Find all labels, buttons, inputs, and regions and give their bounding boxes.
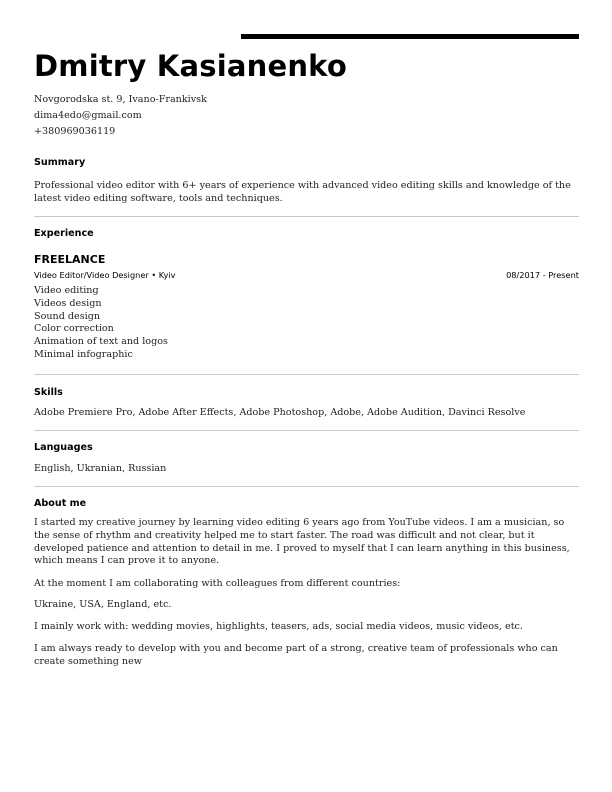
- duty-item: Sound design: [34, 310, 101, 322]
- about-paragraph: Ukraine, USA, England, etc.: [34, 599, 172, 610]
- about-paragraph: I started my creative journey by learning video editing 6 years ago from YouTube videos. I am a musician, so the sense of rhythm and creativity helped me to start faster. The road was difficult and not clear, but it developed patience and attention to detail in me. I proved to myself that I can learn anything in this business, which means I can prove it to anyone.: [34, 517, 570, 567]
- languages-text: English, Ukranian, Russian: [34, 463, 167, 474]
- languages-heading: Languages: [34, 442, 93, 453]
- header-accent-bar: [241, 34, 579, 39]
- summary-text: Professional video editor with 6+ years of experience with advanced video editing skills and knowledge of the latest video editing software, tools and techniques.: [34, 180, 571, 204]
- duty-item: Video editing: [34, 285, 99, 296]
- company-name: FREELANCE: [34, 253, 106, 266]
- about-heading: About me: [34, 498, 87, 509]
- email: dima4edo@gmail.com: [34, 110, 142, 121]
- skills-text: Adobe Premiere Pro, Adobe After Effects, Adobe Photoshop, Adobe, Adobe Audition, Davinci Resolve: [34, 407, 526, 418]
- duty-item: Color correction: [34, 323, 114, 335]
- experience-heading: Experience: [34, 228, 94, 239]
- phone: +380969036119: [34, 126, 116, 137]
- summary-heading: Summary: [34, 157, 86, 168]
- duty-item: Videos design: [34, 297, 102, 309]
- section-divider: [34, 374, 579, 375]
- candidate-name: Dmitry Kasianenko: [34, 49, 347, 83]
- section-divider: [34, 430, 579, 431]
- about-paragraph: At the moment I am collaborating with colleagues from different countries:: [34, 578, 401, 589]
- job-dates: 08/2017 - Present: [506, 270, 579, 280]
- skills-heading: Skills: [34, 387, 63, 398]
- about-paragraph: I mainly work with: wedding movies, highlights, teasers, ads, social media videos, music videos, etc.: [34, 621, 523, 632]
- job-role: Video Editor/Video Designer • Kyiv: [34, 270, 176, 280]
- contact-info: [34, 92, 207, 140]
- section-divider: [34, 486, 579, 487]
- about-paragraph: I am always ready to develop with you and become part of a strong, creative team of professionals who can create something new: [34, 643, 558, 667]
- address: Novgorodska st. 9, Ivano-Frankivsk: [34, 94, 207, 105]
- job-duties: [34, 285, 168, 362]
- duty-item: Animation of text and logos: [34, 336, 168, 348]
- duty-item: Minimal infographic: [34, 348, 133, 360]
- section-divider: [34, 216, 579, 217]
